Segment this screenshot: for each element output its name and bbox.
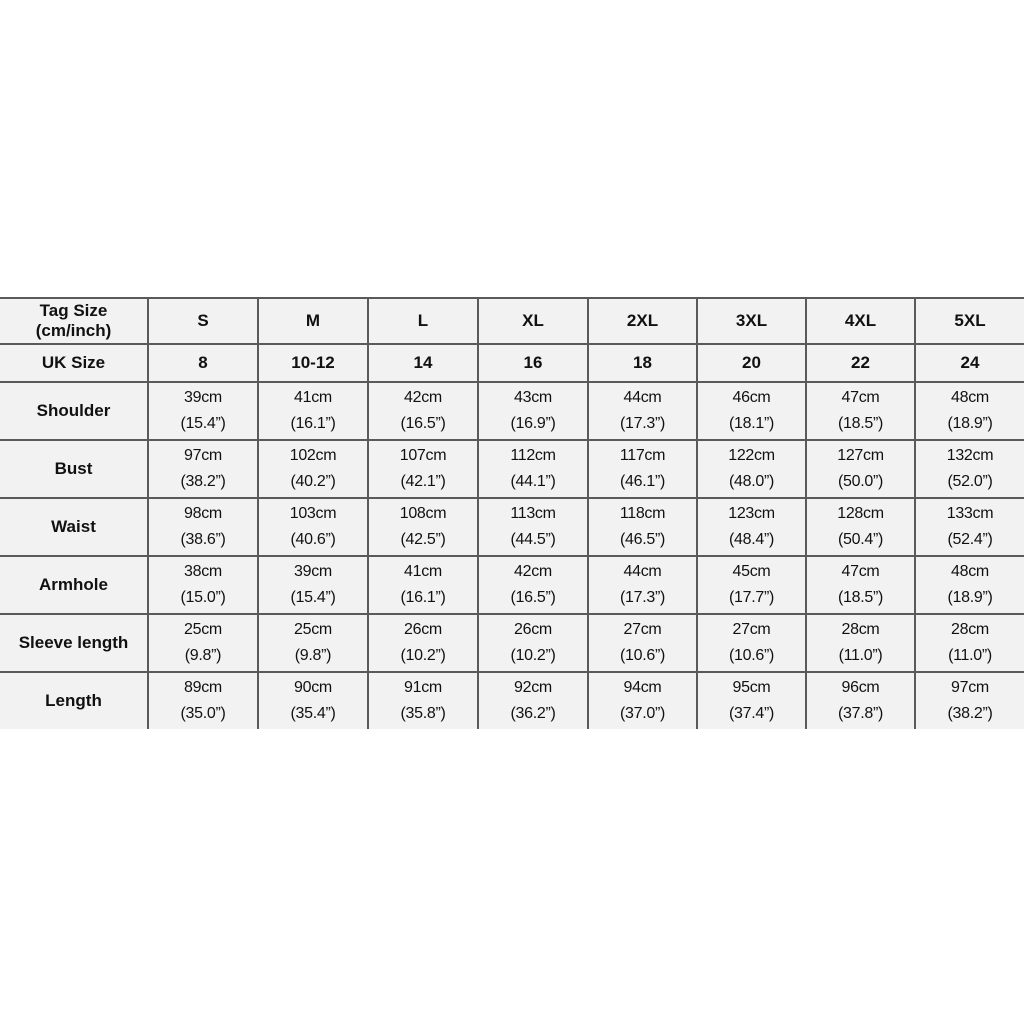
- waist-cm-2xl: 118cm: [619, 505, 666, 522]
- length-inch-2xl: (37.0”): [619, 705, 666, 722]
- bust-cm-3xl: 122cm: [728, 447, 775, 464]
- shoulder-cell-xl: [478, 382, 588, 440]
- sleeve-length-cm-4xl: 28cm: [841, 621, 880, 638]
- length-row: [0, 672, 1024, 729]
- bust-inch-2xl: (46.1”): [619, 473, 666, 490]
- uk-size-5xl: 24: [915, 344, 1024, 382]
- length-cell-4xl: [806, 672, 915, 729]
- waist-inch-m: (40.6”): [290, 531, 336, 548]
- waist-cell-m: [258, 498, 368, 556]
- waist-cm-4xl: 128cm: [837, 505, 884, 522]
- size-header-3xl: 3XL: [697, 298, 806, 344]
- bust-cell-2xl: [588, 440, 697, 498]
- length-inch-4xl: (37.8”): [837, 705, 884, 722]
- sleeve-length-inch-xl: (10.2”): [510, 647, 556, 664]
- shoulder-cell-3xl: [697, 382, 806, 440]
- sleeve-length-cm-xl: 26cm: [514, 621, 552, 638]
- armhole-row: [0, 556, 1024, 614]
- sleeve-length-cell-s: [148, 614, 258, 672]
- waist-label: Waist: [0, 498, 148, 556]
- waist-cm-3xl: 123cm: [728, 505, 775, 522]
- shoulder-cell-4xl: [806, 382, 915, 440]
- armhole-cm-3xl: 45cm: [732, 563, 771, 580]
- bust-cm-2xl: 117cm: [619, 447, 666, 464]
- waist-inch-xl: (44.5”): [510, 531, 556, 548]
- length-label: Length: [0, 672, 148, 729]
- shoulder-row: [0, 382, 1024, 440]
- length-cm-m: 90cm: [294, 679, 332, 696]
- size-header-5xl: 5XL: [915, 298, 1024, 344]
- armhole-cell-s: [148, 556, 258, 614]
- length-cm-l: 91cm: [404, 679, 442, 696]
- shoulder-cell-s: [148, 382, 258, 440]
- waist-cm-l: 108cm: [399, 505, 447, 522]
- sleeve-length-inch-s: (9.8”): [184, 647, 222, 664]
- tag-size-header-cell: [0, 298, 148, 344]
- size-header-4xl: 4XL: [806, 298, 915, 344]
- armhole-inch-3xl: (17.7”): [728, 589, 775, 606]
- armhole-inch-2xl: (17.3”): [619, 589, 666, 606]
- length-cm-s: 89cm: [184, 679, 222, 696]
- waist-cell-2xl: [588, 498, 697, 556]
- armhole-cm-m: 39cm: [294, 563, 332, 580]
- armhole-cell-2xl: [588, 556, 697, 614]
- sleeve-length-inch-5xl: (11.0”): [948, 647, 992, 664]
- bust-inch-s: (38.2”): [180, 473, 226, 490]
- bust-cm-l: 107cm: [399, 447, 447, 464]
- waist-cell-l: [368, 498, 478, 556]
- sleeve-length-cell-l: [368, 614, 478, 672]
- waist-inch-s: (38.6”): [180, 531, 226, 548]
- sleeve-length-inch-4xl: (11.0”): [838, 647, 883, 664]
- armhole-cell-xl: [478, 556, 588, 614]
- length-cell-s: [148, 672, 258, 729]
- bust-cell-3xl: [697, 440, 806, 498]
- bust-cell-s: [148, 440, 258, 498]
- armhole-cm-s: 38cm: [184, 563, 222, 580]
- armhole-inch-s: (15.0”): [180, 589, 226, 606]
- size-header-l: L: [368, 298, 478, 344]
- shoulder-inch-l: (16.5”): [400, 415, 446, 432]
- armhole-cm-l: 41cm: [404, 563, 442, 580]
- shoulder-inch-m: (16.1”): [290, 415, 336, 432]
- uk-size-l: 14: [368, 344, 478, 382]
- shoulder-inch-xl: (16.9”): [510, 415, 556, 432]
- armhole-cell-4xl: [806, 556, 915, 614]
- uk-size-label: UK Size: [0, 344, 148, 382]
- bust-cm-s: 97cm: [184, 447, 222, 464]
- shoulder-inch-2xl: (17.3”): [619, 415, 666, 432]
- armhole-inch-l: (16.1”): [400, 589, 446, 606]
- sleeve-length-inch-l: (10.2”): [400, 647, 446, 664]
- shoulder-cm-4xl: 47cm: [841, 389, 880, 406]
- length-cm-3xl: 95cm: [732, 679, 771, 696]
- sleeve-length-cm-s: 25cm: [184, 621, 222, 638]
- length-cell-2xl: [588, 672, 697, 729]
- uk-size-3xl: 20: [697, 344, 806, 382]
- shoulder-label: Shoulder: [0, 382, 148, 440]
- shoulder-cell-2xl: [588, 382, 697, 440]
- length-inch-5xl: (38.2”): [947, 705, 993, 722]
- sleeve-length-cell-4xl: [806, 614, 915, 672]
- sleeve-length-cell-3xl: [697, 614, 806, 672]
- armhole-label: Armhole: [0, 556, 148, 614]
- armhole-inch-m: (15.4”): [290, 589, 336, 606]
- shoulder-cell-l: [368, 382, 478, 440]
- bust-cm-4xl: 127cm: [837, 447, 884, 464]
- bust-cell-m: [258, 440, 368, 498]
- uk-size-m: 10-12: [258, 344, 368, 382]
- sleeve-length-inch-2xl: (10.6”): [619, 647, 666, 664]
- sleeve-length-inch-m: (9.8”): [294, 647, 332, 664]
- tag-size-row: [0, 298, 1024, 344]
- bust-cell-l: [368, 440, 478, 498]
- shoulder-cm-m: 41cm: [294, 389, 332, 406]
- sleeve-length-label: Sleeve length: [0, 614, 148, 672]
- sleeve-length-cell-5xl: [915, 614, 1024, 672]
- armhole-cm-2xl: 44cm: [623, 563, 662, 580]
- tag-size-unit-label: (cm/inch): [35, 321, 112, 340]
- shoulder-cm-2xl: 44cm: [623, 389, 662, 406]
- length-cell-l: [368, 672, 478, 729]
- waist-cm-xl: 113cm: [510, 505, 556, 522]
- size-header-2xl: 2XL: [588, 298, 697, 344]
- bust-cm-m: 102cm: [289, 447, 337, 464]
- sleeve-length-row: [0, 614, 1024, 672]
- sleeve-length-cm-m: 25cm: [294, 621, 332, 638]
- waist-inch-l: (42.5”): [400, 531, 446, 548]
- armhole-inch-5xl: (18.9”): [947, 589, 993, 606]
- shoulder-cm-l: 42cm: [404, 389, 442, 406]
- waist-cell-3xl: [697, 498, 806, 556]
- size-chart-table: [0, 297, 1024, 729]
- bust-label: Bust: [0, 440, 148, 498]
- bust-cell-5xl: [915, 440, 1024, 498]
- waist-cell-xl: [478, 498, 588, 556]
- shoulder-inch-3xl: (18.1”): [728, 415, 775, 432]
- sleeve-length-cell-2xl: [588, 614, 697, 672]
- length-cm-xl: 92cm: [514, 679, 552, 696]
- uk-size-4xl: 22: [806, 344, 915, 382]
- sleeve-length-cm-l: 26cm: [404, 621, 442, 638]
- length-cm-2xl: 94cm: [623, 679, 662, 696]
- armhole-cell-5xl: [915, 556, 1024, 614]
- bust-inch-xl: (44.1”): [510, 473, 556, 490]
- waist-row: [0, 498, 1024, 556]
- length-cm-4xl: 96cm: [841, 679, 880, 696]
- shoulder-cm-xl: 43cm: [514, 389, 552, 406]
- size-header-xl: XL: [478, 298, 588, 344]
- sleeve-length-cm-3xl: 27cm: [732, 621, 771, 638]
- size-header-s: S: [148, 298, 258, 344]
- shoulder-cell-5xl: [915, 382, 1024, 440]
- waist-inch-2xl: (46.5”): [619, 531, 666, 548]
- bust-inch-5xl: (52.0”): [947, 473, 993, 490]
- bust-inch-4xl: (50.0”): [837, 473, 884, 490]
- waist-inch-3xl: (48.4”): [728, 531, 775, 548]
- length-inch-m: (35.4”): [290, 705, 336, 722]
- waist-inch-5xl: (52.4”): [947, 531, 993, 548]
- waist-cm-s: 98cm: [184, 505, 222, 522]
- length-cell-m: [258, 672, 368, 729]
- shoulder-inch-4xl: (18.5”): [837, 415, 884, 432]
- bust-cell-xl: [478, 440, 588, 498]
- length-inch-xl: (36.2”): [510, 705, 556, 722]
- bust-inch-m: (40.2”): [290, 473, 336, 490]
- armhole-cell-l: [368, 556, 478, 614]
- shoulder-inch-5xl: (18.9”): [947, 415, 993, 432]
- sleeve-length-cell-m: [258, 614, 368, 672]
- waist-cell-s: [148, 498, 258, 556]
- sleeve-length-cm-5xl: 28cm: [951, 621, 989, 638]
- uk-size-2xl: 18: [588, 344, 697, 382]
- length-inch-s: (35.0”): [180, 705, 226, 722]
- shoulder-cell-m: [258, 382, 368, 440]
- length-inch-l: (35.8”): [400, 705, 446, 722]
- length-inch-3xl: (37.4”): [728, 705, 775, 722]
- bust-cm-5xl: 132cm: [946, 447, 994, 464]
- length-cell-5xl: [915, 672, 1024, 729]
- shoulder-cm-3xl: 46cm: [732, 389, 771, 406]
- uk-size-s: 8: [148, 344, 258, 382]
- armhole-inch-4xl: (18.5”): [837, 589, 884, 606]
- armhole-cm-4xl: 47cm: [841, 563, 880, 580]
- length-cell-3xl: [697, 672, 806, 729]
- waist-cell-5xl: [915, 498, 1024, 556]
- bust-cm-xl: 112cm: [510, 447, 556, 464]
- uk-size-xl: 16: [478, 344, 588, 382]
- sleeve-length-inch-3xl: (10.6”): [728, 647, 775, 664]
- length-cm-5xl: 97cm: [951, 679, 989, 696]
- bust-row: [0, 440, 1024, 498]
- size-header-m: M: [258, 298, 368, 344]
- shoulder-cm-5xl: 48cm: [951, 389, 989, 406]
- waist-inch-4xl: (50.4”): [837, 531, 884, 548]
- uk-size-row: [0, 344, 1024, 382]
- waist-cell-4xl: [806, 498, 915, 556]
- waist-cm-m: 103cm: [289, 505, 337, 522]
- tag-size-label: Tag Size: [39, 301, 108, 320]
- waist-cm-5xl: 133cm: [946, 505, 994, 522]
- shoulder-inch-s: (15.4”): [180, 415, 226, 432]
- armhole-cell-m: [258, 556, 368, 614]
- bust-inch-l: (42.1”): [400, 473, 446, 490]
- sleeve-length-cell-xl: [478, 614, 588, 672]
- length-cell-xl: [478, 672, 588, 729]
- bust-inch-3xl: (48.0”): [728, 473, 775, 490]
- sleeve-length-cm-2xl: 27cm: [623, 621, 662, 638]
- shoulder-cm-s: 39cm: [184, 389, 222, 406]
- armhole-inch-xl: (16.5”): [510, 589, 556, 606]
- armhole-cm-xl: 42cm: [514, 563, 552, 580]
- armhole-cm-5xl: 48cm: [951, 563, 989, 580]
- bust-cell-4xl: [806, 440, 915, 498]
- armhole-cell-3xl: [697, 556, 806, 614]
